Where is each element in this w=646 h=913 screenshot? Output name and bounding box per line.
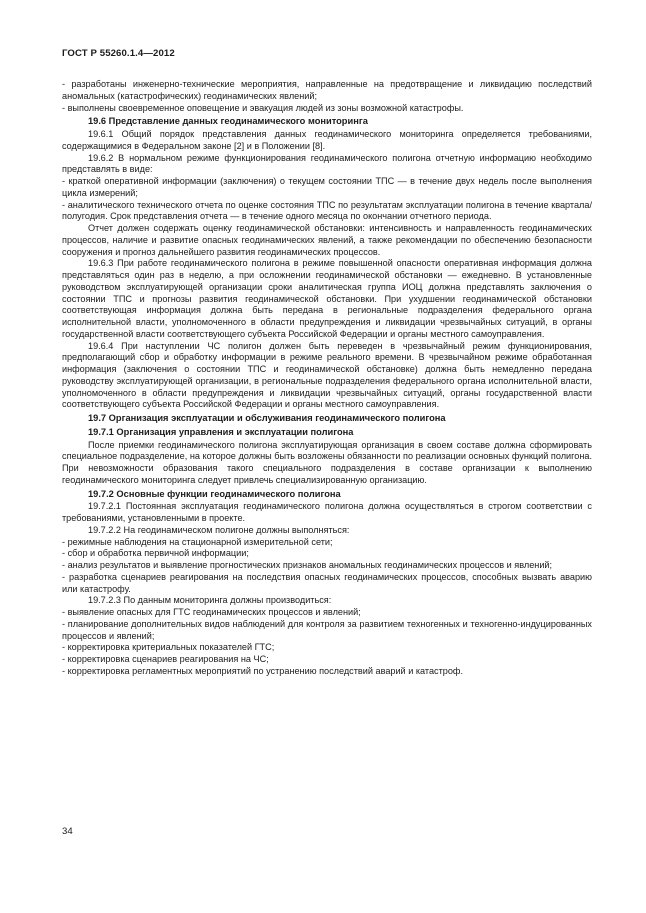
page-number: 34 [62,826,73,837]
list-item: - аналитического технического отчета по оценке состояния ТПС по результатам эксплуатации полигона в течение квартала/полугодия. Срок представления отчета — в течение одного месяца по окончании отчетного периода. [62,199,592,222]
document-body [62,79,592,678]
paragraph: 19.6.1 Общий порядок представления данных геодинамического мониторинга определяется требованиями, содержащимися в Федеральном законе [2] и в Положении [8]. [62,129,592,151]
section-heading: 19.7.2 Основные функции геодинамического полигона [88,488,341,499]
paragraph: 19.6.2 В нормальном режиме функционирования геодинамического полигона отчетную информацию необходимо представлять в виде: [62,152,592,175]
paragraph: 19.7.2.1 Постоянная эксплуатация геодинамического полигона должна осуществляться в строгом соответствии с требованиями, установленными в проекте. [62,501,592,523]
list-item: - выявление опасных для ГТС геодинамических процессов и явлений; [62,607,361,617]
list-item: - выполнены своевременное оповещение и эвакуация людей из зоны возможной катастрофы. [62,102,464,113]
section-heading: 19.6 Представление данных геодинамического мониторинга [88,116,368,127]
paragraph: 19.7.2.2 На геодинамическом полигоне должны выполняться: [88,524,350,535]
paragraph: После приемки геодинамического полигона эксплуатирующая организация в своем составе должна сформировать специальное подразделение, на которое должны быть возложены обязанности по реализации основных функций полигона. При невозможности образования такого специального подразделения в составе организации к выполнению геодинамического мониторинга следует привлечь специализированную организацию. [62,439,592,485]
paragraph: 19.6.3 При работе геодинамического полигона в режиме повышенной опасности оперативная информация должна представляться один раз в неделю, а при осложнении геодинамической обстановки — ежедневно. В установленные руководством эксплуатирующей организации сроки аналитическая группа ИОЦ должна представлять заключения о состоянии ТПС и прогнозы развития геодинамической обстановки. При ухудшении геодинамической обстановки соответствующая информация должна быть передана в региональные подразделения федерального органа исполнительной власти, уполномоченного в области предупреждения и ликвидации чрезвычайных ситуаций, в органы государственной власти соответствующего субъекта Российской Федерации и органы местного самоуправления. [62,258,592,339]
list-item: - режимные наблюдения на стационарной измерительной сети; [62,536,333,547]
list-item: - корректировка критериальных показателей ГТС; [62,642,275,653]
list-item: - анализ результатов и выявление прогностических признаков аномальных геодинамических процессов и явлений; [62,560,553,570]
list-item: - планирование дополнительных видов наблюдений для контроля за развитием техногенных и техногенно-индуцированных процессов и явлений; [62,618,592,641]
list-item: - корректировка регламентных мероприятий по устранению последствий аварий и катастроф. [62,665,463,676]
list-item: - сбор и обработка первичной информации; [62,548,249,559]
section-heading: 19.7 Организация эксплуатации и обслуживания геодинамического полигона [88,413,446,423]
document-page [62,48,592,678]
list-item: - корректировка сценариев реагирования на ЧС; [62,654,269,664]
section-heading: 19.7.1 Организация управления и эксплуатации полигона [88,426,354,437]
paragraph: 19.6.4 При наступлении ЧС полигон должен быть переведен в чрезвычайный режим функционирования, предполагающий сбор и обработку информации в режиме реального времени. В чрезвычайном режиме обработанная информация (заключения о состоянии ТПС и геодинамической обстановке) должна быть немедленно передана руководству эксплуатирующей организации, в региональные подразделения федерального органа исполнительной власти, уполномоченного в области предупреждения и ликвидации чрезвычайных ситуаций, органы государственной власти соответствующего субъекта Российской Федерации и органы местного самоуправления. [62,340,592,410]
list-item: - краткой оперативной информации (заключения) о текущем состоянии ТПС — в течение двух недель после выполнения цикла измерений; [62,176,592,198]
paragraph: 19.7.2.3 По данным мониторинга должны производиться: [88,595,332,606]
list-item: - разработаны инженерно-технические мероприятия, направленные на предотвращение и ликвидацию последствий аномальных (катастрофических) геодинамических явлений; [62,79,592,101]
list-item: - разработка сценариев реагирования на последствия опасных геодинамических процессов, способных вызвать аварию или катастрофу. [62,571,592,594]
paragraph: Отчет должен содержать оценку геодинамической обстановки: интенсивность и направленность геодинамических процессов, наличие и развитие опасных геодинамических явлений, а также рекомендации по обеспечению безопасности сооружения и прогноз дальнейшего развития геодинамических процессов. [62,223,592,257]
document-number-header: ГОСТ Р 55260.1.4—2012 [62,48,175,59]
